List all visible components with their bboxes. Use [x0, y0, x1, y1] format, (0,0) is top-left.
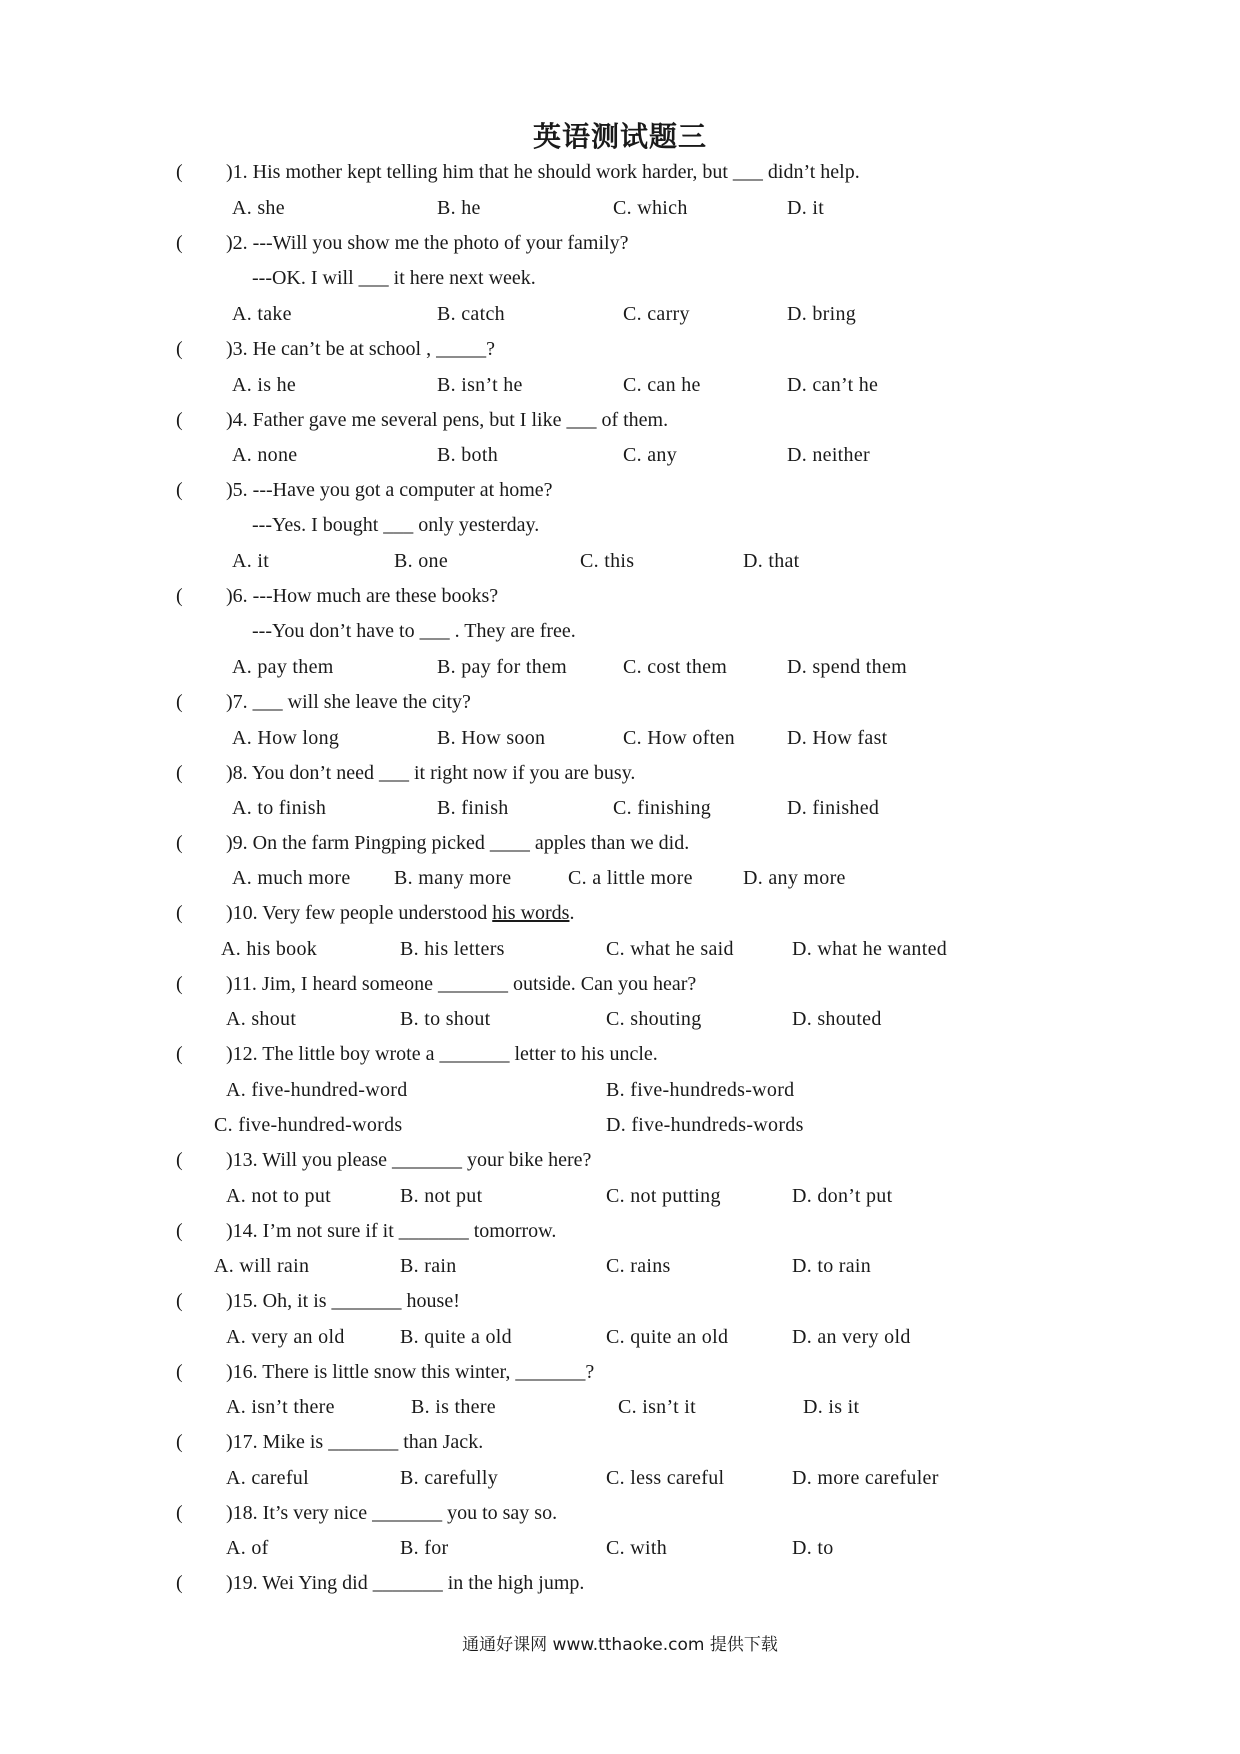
- option-b: B. isn’t he: [437, 374, 523, 396]
- option-d: D. spend them: [787, 656, 907, 678]
- option-a: A. of: [226, 1537, 269, 1559]
- option-d: D. bring: [787, 303, 857, 325]
- question-18: ( )18. It’s very nice _______ you to say so.: [176, 1502, 558, 1524]
- question-13: ( )13. Will you please _______ your bike here?: [176, 1149, 592, 1171]
- option-d: D. to: [792, 1537, 834, 1559]
- answer-bracket[interactable]: (: [176, 691, 183, 713]
- option-d: D. an very old: [792, 1326, 911, 1348]
- question-5-continuation: ---Yes. I bought ___ only yesterday.: [252, 514, 540, 536]
- option-c: C. can he: [623, 374, 701, 396]
- option-a: A. How long: [232, 727, 340, 749]
- question-6: ( )6. ---How much are these books?: [176, 585, 499, 607]
- option-d: D. any more: [743, 867, 846, 889]
- option-b: B. quite a old: [400, 1326, 512, 1348]
- option-b: B. to shout: [400, 1008, 491, 1030]
- option-b: B. both: [437, 444, 498, 466]
- option-d: D. more carefuler: [792, 1467, 939, 1489]
- option-c: C. a little more: [568, 867, 693, 889]
- answer-bracket[interactable]: (: [176, 409, 183, 431]
- underlined-phrase: his words: [492, 902, 570, 924]
- answer-bracket[interactable]: (: [176, 479, 183, 501]
- answer-bracket[interactable]: (: [176, 762, 183, 784]
- question-17: ( )17. Mike is _______ than Jack.: [176, 1431, 484, 1453]
- option-a: A. five-hundred-word: [226, 1079, 408, 1101]
- question-10: ( )10. Very few people understood his words.: [176, 902, 575, 924]
- question-6-continuation: ---You don’t have to ___ . They are free.: [252, 620, 576, 642]
- option-c: C. this: [580, 550, 635, 572]
- answer-bracket[interactable]: (: [176, 232, 183, 254]
- option-d: D. can’t he: [787, 374, 879, 396]
- option-b: B. his letters: [400, 938, 505, 960]
- option-d: D. How fast: [787, 727, 888, 749]
- answer-bracket[interactable]: (: [176, 832, 183, 854]
- option-c: C. five-hundred-words: [214, 1114, 403, 1136]
- option-a: A. is he: [232, 374, 297, 396]
- option-d: D. to rain: [792, 1255, 872, 1277]
- option-d: D. it: [787, 197, 825, 219]
- answer-bracket[interactable]: (: [176, 338, 183, 360]
- option-d: D. neither: [787, 444, 870, 466]
- option-c: C. which: [613, 197, 688, 219]
- question-16: ( )16. There is little snow this winter, _______?: [176, 1361, 595, 1383]
- option-a: A. it: [232, 550, 270, 572]
- option-c: C. what he said: [606, 938, 734, 960]
- question-8: ( )8. You don’t need ___ it right now if you are busy.: [176, 762, 636, 784]
- option-b: B. one: [394, 550, 449, 572]
- page-footer: 通通好课网 www.tthaoke.com 提供下载: [462, 1635, 778, 1655]
- option-b: B. rain: [400, 1255, 457, 1277]
- option-a: A. very an old: [226, 1326, 345, 1348]
- question-7: ( )7. ___ will she leave the city?: [176, 691, 471, 713]
- question-3: ( )3. He can’t be at school , _____?: [176, 338, 495, 360]
- option-c: C. with: [606, 1537, 667, 1559]
- option-d: D. is it: [803, 1396, 860, 1418]
- answer-bracket[interactable]: (: [176, 902, 183, 924]
- option-c: C. rains: [606, 1255, 671, 1277]
- answer-bracket[interactable]: (: [176, 973, 183, 995]
- option-b: B. carefully: [400, 1467, 499, 1489]
- question-9: ( )9. On the farm Pingping picked ____ apples than we did.: [176, 832, 690, 854]
- question-2-continuation: ---OK. I will ___ it here next week.: [252, 267, 536, 289]
- option-c: C. not putting: [606, 1185, 721, 1207]
- question-11: ( )11. Jim, I heard someone _______ outside. Can you hear?: [176, 973, 697, 995]
- option-a: A. will rain: [214, 1255, 310, 1277]
- option-a: A. she: [232, 197, 285, 219]
- option-c: C. finishing: [613, 797, 712, 819]
- option-d: D. don’t put: [792, 1185, 893, 1207]
- answer-bracket[interactable]: (: [176, 1043, 183, 1065]
- option-a: A. not to put: [226, 1185, 332, 1207]
- option-a: A. take: [232, 303, 292, 325]
- option-b: B. is there: [411, 1396, 496, 1418]
- answer-bracket[interactable]: (: [176, 161, 183, 183]
- answer-bracket[interactable]: (: [176, 1572, 183, 1594]
- question-19: ( )19. Wei Ying did _______ in the high jump.: [176, 1572, 585, 1594]
- question-15: ( )15. Oh, it is _______ house!: [176, 1290, 460, 1312]
- option-a: A. isn’t there: [226, 1396, 335, 1418]
- option-a: A. none: [232, 444, 298, 466]
- question-4: ( )4. Father gave me several pens, but I like ___ of them.: [176, 409, 669, 431]
- option-c: C. How often: [623, 727, 735, 749]
- option-a: A. careful: [226, 1467, 309, 1489]
- answer-bracket[interactable]: (: [176, 1220, 183, 1242]
- option-c: C. quite an old: [606, 1326, 729, 1348]
- page-title: 英语测试题三: [532, 120, 707, 153]
- option-c: C. carry: [623, 303, 690, 325]
- option-b: B. catch: [437, 303, 505, 325]
- option-a: A. pay them: [232, 656, 334, 678]
- answer-bracket[interactable]: (: [176, 585, 183, 607]
- option-a: A. much more: [232, 867, 351, 889]
- question-5: ( )5. ---Have you got a computer at home?: [176, 479, 553, 501]
- option-b: B. for: [400, 1537, 449, 1559]
- answer-bracket[interactable]: (: [176, 1431, 183, 1453]
- answer-bracket[interactable]: (: [176, 1502, 183, 1524]
- question-2: ( )2. ---Will you show me the photo of your family?: [176, 232, 629, 254]
- option-d: D. finished: [787, 797, 880, 819]
- option-a: A. shout: [226, 1008, 297, 1030]
- option-b: B. many more: [394, 867, 512, 889]
- option-c: C. shouting: [606, 1008, 702, 1030]
- option-c: C. isn’t it: [618, 1396, 696, 1418]
- option-b: B. finish: [437, 797, 509, 819]
- answer-bracket[interactable]: (: [176, 1149, 183, 1171]
- option-d: D. five-hundreds-words: [606, 1114, 804, 1136]
- option-a: A. to finish: [232, 797, 327, 819]
- option-d: D. shouted: [792, 1008, 882, 1030]
- option-a: A. his book: [221, 938, 318, 960]
- option-c: C. any: [623, 444, 678, 466]
- option-c: C. less careful: [606, 1467, 725, 1489]
- option-b: B. he: [437, 197, 481, 219]
- option-b: B. pay for them: [437, 656, 568, 678]
- option-b: B. five-hundreds-word: [606, 1079, 795, 1101]
- option-b: B. not put: [400, 1185, 483, 1207]
- question-14: ( )14. I’m not sure if it _______ tomorrow.: [176, 1220, 557, 1242]
- option-c: C. cost them: [623, 656, 728, 678]
- answer-bracket[interactable]: (: [176, 1361, 183, 1383]
- option-d: D. what he wanted: [792, 938, 948, 960]
- option-b: B. How soon: [437, 727, 546, 749]
- question-1: ( )1. His mother kept telling him that he should work harder, but ___ didn’t help.: [176, 161, 860, 183]
- answer-bracket[interactable]: (: [176, 1290, 183, 1312]
- option-d: D. that: [743, 550, 800, 572]
- question-12: ( )12. The little boy wrote a _______ letter to his uncle.: [176, 1043, 658, 1065]
